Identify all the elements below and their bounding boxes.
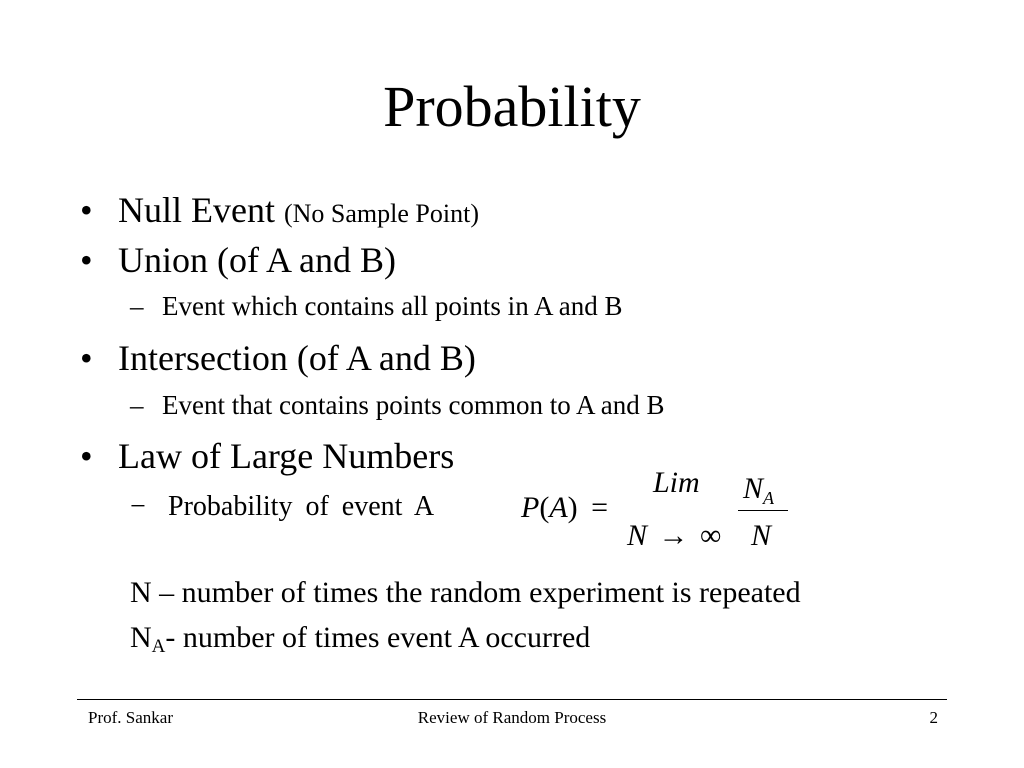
- subbullet-intersection-definition: [130, 392, 664, 419]
- footer-author: Prof. Sankar: [88, 708, 173, 727]
- formula-denominator-n: N: [751, 519, 772, 552]
- note-na-sub: A: [151, 636, 166, 657]
- bullet-marker: •: [80, 190, 93, 230]
- bullet-marker: •: [80, 240, 93, 280]
- note-na-definition: [130, 623, 590, 656]
- slide-title: Probability: [383, 74, 641, 139]
- footer-page-number: 2: [929, 708, 938, 727]
- fraction-bar: [738, 510, 788, 511]
- formula-denominator: [751, 521, 771, 551]
- formula-arrow: →: [658, 519, 689, 552]
- formula-p: P: [521, 491, 540, 524]
- formula-a: A: [549, 491, 568, 524]
- bullet-null-event: [80, 192, 479, 228]
- bullet-text: Law of Large Numbers: [118, 436, 455, 476]
- formula-numerator-sub: A: [763, 488, 775, 508]
- bullet-law-of-large-numbers: [80, 438, 454, 474]
- formula-marker: −: [130, 491, 146, 522]
- formula-equals: =: [591, 491, 609, 524]
- note-na-rest: - number of times event A occurred: [165, 621, 591, 654]
- footer-divider: [77, 699, 947, 700]
- formula-open-paren: (: [539, 491, 550, 524]
- formula-lim-n: N: [627, 519, 648, 552]
- formula-lhs: [521, 493, 608, 523]
- formula-infinity: ∞: [700, 519, 722, 552]
- formula-lim: [653, 468, 700, 498]
- formula-label: [130, 493, 434, 521]
- formula-numerator: [743, 474, 774, 507]
- bullet-union: [80, 242, 396, 278]
- subbullet-text: Event that contains points common to A and B: [162, 390, 665, 420]
- subbullet-marker: –: [130, 390, 144, 420]
- bullet-marker: •: [80, 436, 93, 476]
- formula-close-paren: ): [567, 491, 578, 524]
- bullet-text: Intersection (of A and B): [118, 338, 476, 378]
- bullet-note: (No Sample Point): [283, 199, 479, 228]
- note-n-definition: N – number of times the random experiment is repeated: [130, 576, 801, 609]
- subbullet-text: Event which contains all points in A and B: [162, 291, 623, 321]
- footer-course: Review of Random Process: [417, 708, 607, 727]
- formula-label-text: Probability of event A: [168, 491, 435, 522]
- subbullet-union-definition: [130, 293, 622, 320]
- formula-lim-text: Lim: [653, 466, 700, 499]
- formula-numerator-n: N: [743, 472, 764, 505]
- bullet-marker: •: [80, 338, 93, 378]
- bullet-text: Union (of A and B): [118, 240, 396, 280]
- bullet-text: Null Event: [118, 190, 275, 230]
- note-na-main: N: [130, 621, 152, 654]
- formula-limit-condition: [627, 521, 721, 551]
- subbullet-marker: –: [130, 291, 144, 321]
- bullet-intersection: [80, 340, 476, 376]
